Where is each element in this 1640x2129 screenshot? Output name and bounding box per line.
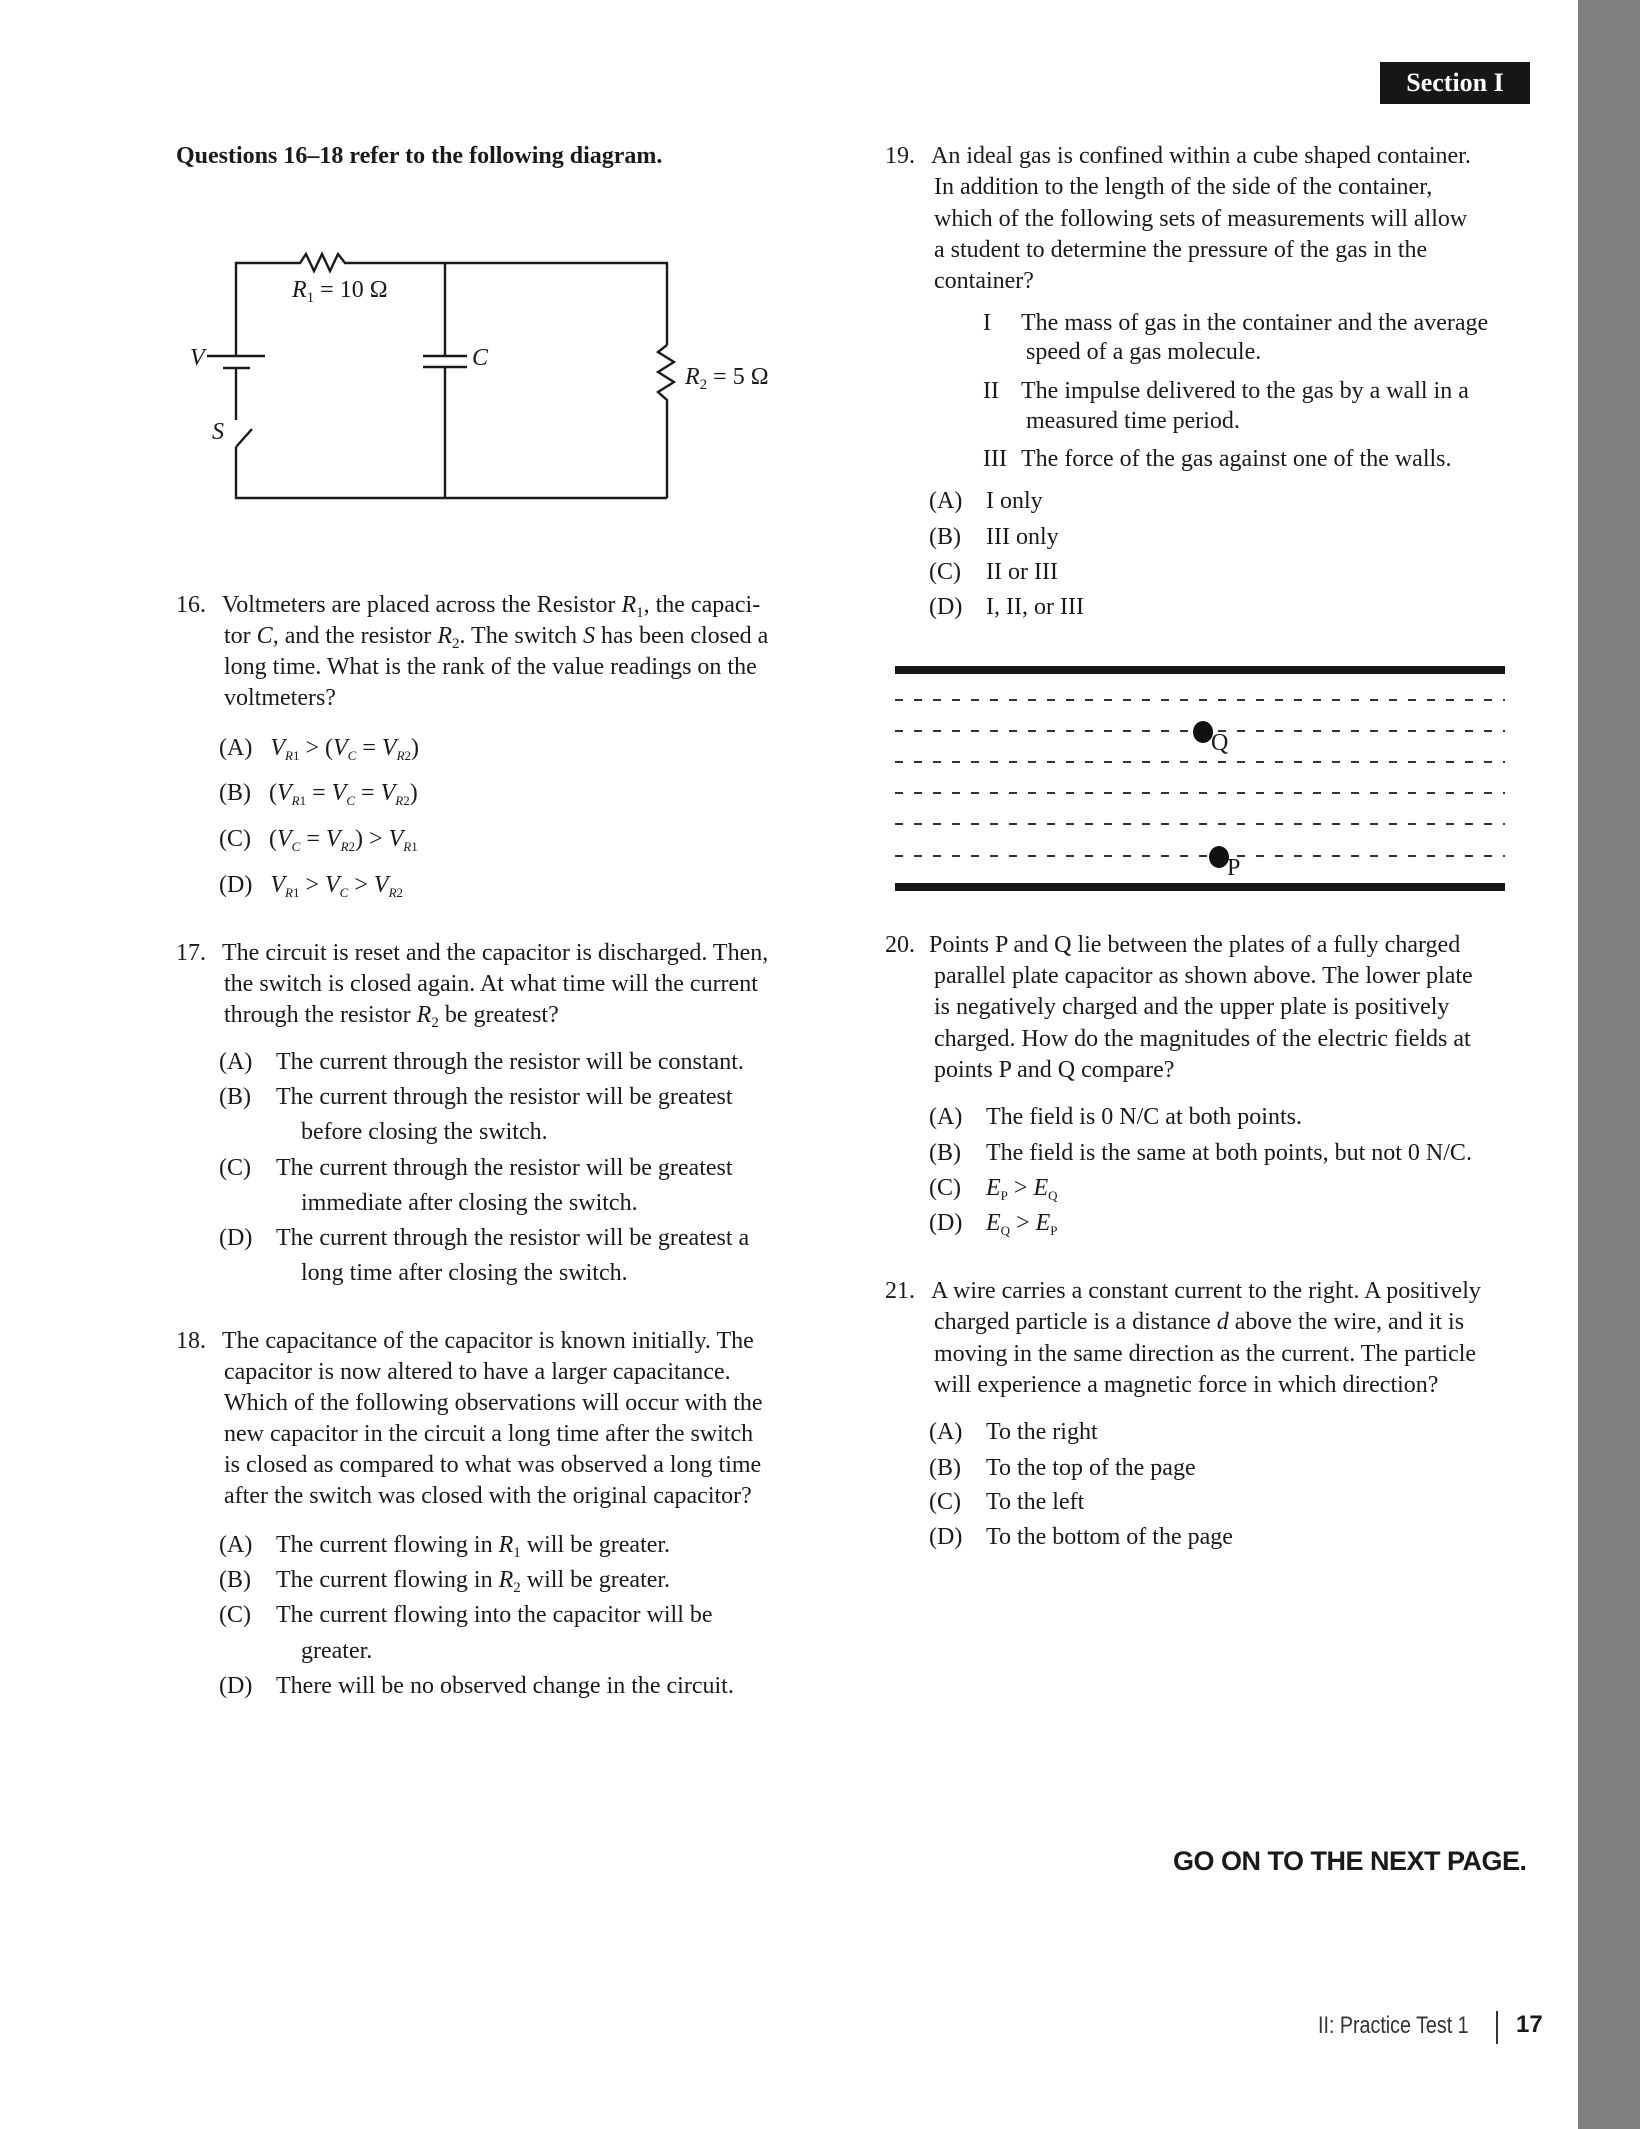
question-text: is closed as compared to what was observed a long time bbox=[224, 1452, 762, 1478]
answer-option-c[interactable]: (C) bbox=[219, 1602, 251, 1628]
answer-option-b[interactable]: (B) bbox=[929, 1455, 961, 1481]
statement-numeral: II bbox=[983, 378, 999, 404]
answer-option-a[interactable]: (A) bbox=[929, 488, 963, 514]
question-text: The capacitance of the capacitor is known initially. The bbox=[222, 1328, 754, 1354]
question-text: new capacitor in the circuit a long time after the switch bbox=[224, 1421, 754, 1447]
battery-label: V bbox=[190, 345, 205, 371]
answer-option-a[interactable]: (A) bbox=[219, 1532, 253, 1558]
point-q-label: Q bbox=[1211, 730, 1229, 756]
parallel-plate-diagram bbox=[0, 0, 1, 1]
question-number: 18. bbox=[176, 1328, 206, 1354]
question-text: A wire carries a constant current to the right. A positively bbox=[931, 1278, 1481, 1304]
answer-option-d[interactable]: (D) $V_{R1} > V_C > V_{R2}$ bbox=[219, 872, 404, 900]
statement-text: speed of a gas molecule. bbox=[1026, 339, 1262, 365]
question-number: 16. bbox=[176, 592, 206, 618]
page-number: 17 bbox=[1516, 2011, 1543, 2038]
answer-option-a[interactable]: (A) bbox=[929, 1104, 963, 1130]
statement-numeral: I bbox=[983, 310, 991, 336]
answer-option-c[interactable]: (C) bbox=[929, 559, 961, 585]
r1-label: $R_1 = 10$ Ω bbox=[292, 277, 388, 306]
option-text: The current flowing into the capacitor will be bbox=[276, 1602, 713, 1628]
r2-label: $R_2 = 5$ Ω bbox=[685, 364, 769, 393]
question-number: 19. bbox=[885, 143, 915, 169]
section-label: Section I bbox=[1406, 68, 1504, 97]
option-text: greater. bbox=[301, 1638, 373, 1664]
option-text: The field is the same at both points, but not 0 N/C. bbox=[986, 1140, 1472, 1166]
statement-text: measured time period. bbox=[1026, 408, 1240, 434]
question-text: Points P and Q lie between the plates of a fully charged bbox=[929, 932, 1461, 958]
answer-option-c[interactable]: (C) bbox=[219, 1155, 251, 1181]
option-text: There will be no observed change in the circuit. bbox=[276, 1673, 734, 1699]
answer-option-a[interactable]: (A) $V_{R1} > (V_C = V_{R2})$ bbox=[219, 735, 420, 763]
option-text: $E_Q > E_P$ bbox=[986, 1210, 1058, 1238]
option-text: The current flowing in $R_1$ will be greater. bbox=[276, 1532, 671, 1561]
question-text: charged particle is a distance d above the wire, and it is bbox=[934, 1309, 1465, 1335]
question-text: after the switch was closed with the original capacitor? bbox=[224, 1483, 752, 1509]
option-text: $E_P > E_Q$ bbox=[986, 1175, 1058, 1203]
option-text: long time after closing the switch. bbox=[301, 1260, 628, 1286]
option-text: immediate after closing the switch. bbox=[301, 1190, 638, 1216]
section-tab bbox=[1380, 62, 1530, 104]
question-text: Voltmeters are placed across the Resistor $R_1$, the capaci- bbox=[222, 592, 761, 621]
option-text: before closing the switch. bbox=[301, 1119, 548, 1145]
question-text: is negatively charged and the upper plate is positively bbox=[934, 994, 1450, 1020]
option-text: To the right bbox=[986, 1419, 1098, 1445]
question-number: 21. bbox=[885, 1278, 915, 1304]
answer-option-c[interactable]: (C) bbox=[929, 1489, 961, 1515]
switch-label: S bbox=[212, 419, 224, 445]
answer-option-c[interactable]: (C) $(V_C = V_{R2}) > V_{R1}$ bbox=[219, 826, 418, 854]
question-text: charged. How do the magnitudes of the electric fields at bbox=[934, 1026, 1471, 1052]
option-text: The field is 0 N/C at both points. bbox=[986, 1104, 1302, 1130]
question-text: long time. What is the rank of the value readings on the bbox=[224, 654, 757, 680]
option-text: The current flowing in $R_2$ will be greater. bbox=[276, 1567, 671, 1596]
answer-option-b[interactable]: (B) bbox=[219, 1084, 251, 1110]
questions-intro: Questions 16–18 refer to the following diagram. bbox=[176, 143, 663, 169]
question-text: In addition to the length of the side of the container, bbox=[934, 174, 1433, 200]
answer-option-d[interactable]: (D) bbox=[219, 1225, 253, 1251]
question-text: An ideal gas is confined within a cube shaped container. bbox=[931, 143, 1471, 169]
question-text: moving in the same direction as the current. The particle bbox=[934, 1341, 1477, 1367]
question-text: a student to determine the pressure of the gas in the bbox=[934, 237, 1428, 263]
option-text: The current through the resistor will be greatest a bbox=[276, 1225, 750, 1251]
option-text: II or III bbox=[986, 559, 1058, 585]
answer-option-b[interactable]: (B) $(V_{R1} = V_C = V_{R2})$ bbox=[219, 780, 418, 808]
answer-option-a[interactable]: (A) bbox=[929, 1419, 963, 1445]
question-text: parallel plate capacitor as shown above. The lower plate bbox=[934, 963, 1473, 989]
question-number: 17. bbox=[176, 940, 206, 966]
capacitor-label: C bbox=[472, 345, 489, 371]
question-text: will experience a magnetic force in which direction? bbox=[934, 1372, 1439, 1398]
statement-text: The impulse delivered to the gas by a wall in a bbox=[1021, 378, 1469, 404]
question-number: 20. bbox=[885, 932, 915, 958]
question-text: Which of the following observations will occur with the bbox=[224, 1390, 763, 1416]
question-text: capacitor is now altered to have a larger capacitance. bbox=[224, 1359, 731, 1385]
option-text: The current through the resistor will be greatest bbox=[276, 1084, 733, 1110]
question-text: container? bbox=[934, 268, 1034, 294]
point-p-label: P bbox=[1227, 855, 1241, 881]
answer-option-d[interactable]: (D) bbox=[929, 1524, 963, 1550]
chapter-label: II: Practice Test 1 bbox=[1318, 2012, 1469, 2039]
option-text: To the top of the page bbox=[986, 1455, 1196, 1481]
option-text: The current through the resistor will be greatest bbox=[276, 1155, 733, 1181]
option-text: To the left bbox=[986, 1489, 1085, 1515]
option-text: I, II, or III bbox=[986, 594, 1084, 620]
answer-option-a[interactable]: (A) bbox=[219, 1049, 253, 1075]
statement-text: The force of the gas against one of the walls. bbox=[1021, 446, 1452, 472]
answer-option-d[interactable]: (D) bbox=[929, 1210, 963, 1236]
option-text: III only bbox=[986, 524, 1059, 550]
question-text: through the resistor $R_2$ be greatest? bbox=[224, 1002, 559, 1031]
question-text: tor C, and the resistor $R_2$. The switch S has been closed a bbox=[224, 623, 769, 652]
answer-option-b[interactable]: (B) bbox=[929, 1140, 961, 1166]
option-text: I only bbox=[986, 488, 1043, 514]
question-text: points P and Q compare? bbox=[934, 1057, 1175, 1083]
question-text: the switch is closed again. At what time will the current bbox=[224, 971, 758, 997]
option-text: The current through the resistor will be constant. bbox=[276, 1049, 744, 1075]
page-edge-sidebar bbox=[1578, 0, 1640, 2129]
answer-option-c[interactable]: (C) bbox=[929, 1175, 961, 1201]
statement-numeral: III bbox=[983, 446, 1007, 472]
option-text: To the bottom of the page bbox=[986, 1524, 1233, 1550]
footer-divider bbox=[1496, 2011, 1498, 2044]
question-text: voltmeters? bbox=[224, 685, 336, 711]
question-text: which of the following sets of measurements will allow bbox=[934, 206, 1468, 232]
question-text: The circuit is reset and the capacitor is discharged. Then, bbox=[222, 940, 769, 966]
statement-text: The mass of gas in the container and the average bbox=[1021, 310, 1489, 336]
go-on-next-page: GO ON TO THE NEXT PAGE. bbox=[1173, 1846, 1527, 1876]
answer-option-d[interactable]: (D) bbox=[929, 594, 963, 620]
answer-option-b[interactable]: (B) bbox=[929, 524, 961, 550]
answer-option-b[interactable]: (B) bbox=[219, 1567, 251, 1593]
answer-option-d[interactable]: (D) bbox=[219, 1673, 253, 1699]
